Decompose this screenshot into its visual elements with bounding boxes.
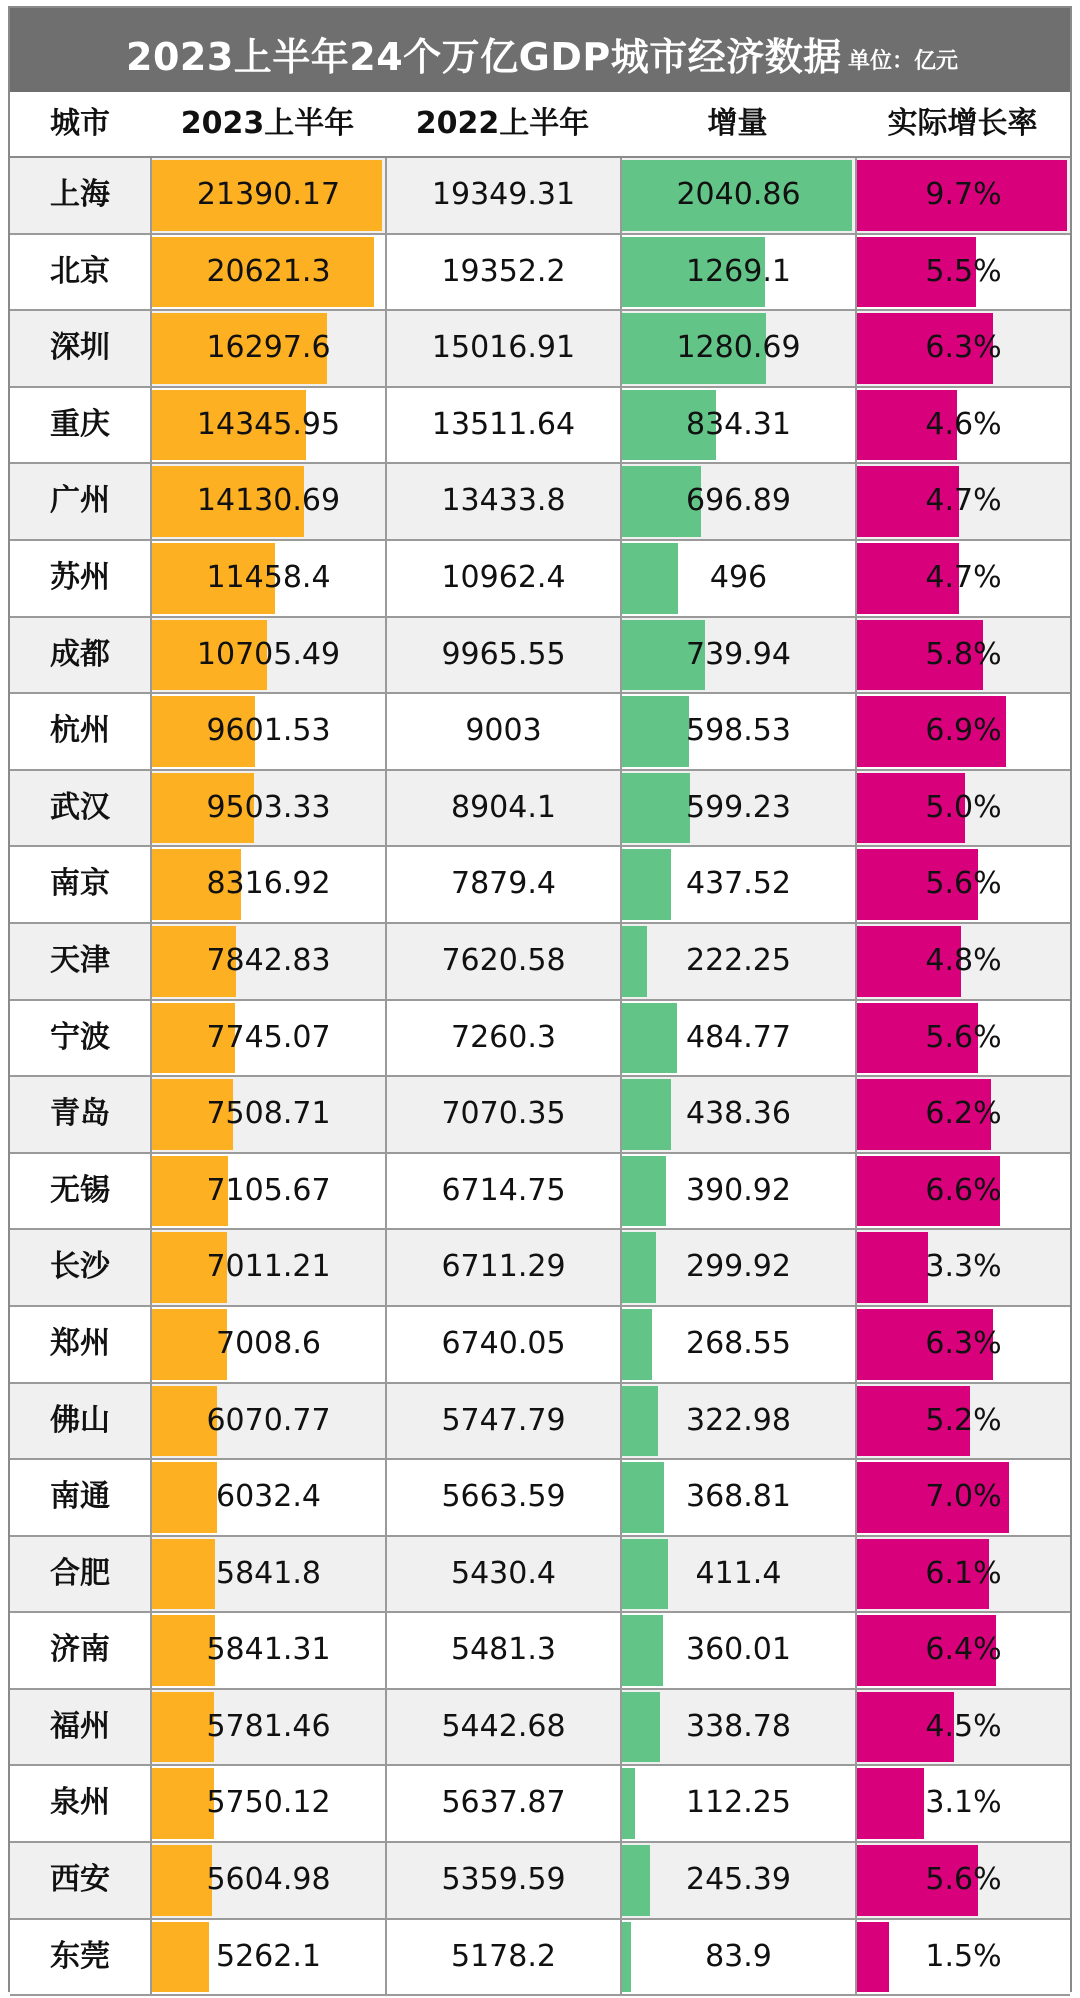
- gdp-2023-cell-value: 5604.98: [206, 1862, 331, 1898]
- gdp-2023-cell-value: 10705.49: [196, 636, 341, 672]
- table-row: [10, 1307, 1070, 1384]
- gdp-2022-cell: [385, 1077, 620, 1152]
- gdp-2023-cell-value: 7508.71: [206, 1096, 331, 1132]
- increase-cell: [620, 1230, 855, 1305]
- increase-cell: [620, 1920, 855, 1995]
- title-bar: [10, 8, 1070, 92]
- gdp-2022-cell: [385, 1537, 620, 1612]
- table-row: [10, 1384, 1070, 1461]
- table-row: [10, 1766, 1070, 1843]
- table-row: [10, 1920, 1070, 1997]
- increase-cell-value: 299.92: [686, 1249, 791, 1285]
- gdp-2022-cell-value: 5430.4: [451, 1555, 556, 1591]
- growth-rate-cell-value: 6.3%: [925, 330, 1002, 366]
- gdp-2022-cell: [385, 618, 620, 693]
- gdp-2022-cell-value: 5663.59: [441, 1479, 566, 1515]
- increase-cell: [620, 158, 855, 233]
- gdp-2022-cell-value: 5442.68: [441, 1708, 566, 1744]
- table-body: [10, 158, 1070, 1996]
- growth-rate-cell-value: 5.6%: [925, 1862, 1002, 1898]
- city-name: 杭州: [50, 713, 110, 749]
- growth-rate-cell-value: 3.3%: [925, 1249, 1002, 1285]
- gdp-2023-cell-value: 5781.46: [206, 1708, 331, 1744]
- growth-rate-cell-value: 1.5%: [925, 1938, 1002, 1974]
- gdp-2023-cell: [150, 1613, 385, 1688]
- city-name: 南京: [50, 866, 110, 902]
- increase-cell-value: 1269.1: [686, 253, 791, 289]
- table-row: [10, 694, 1070, 771]
- gdp-2022-cell-value: 6740.05: [441, 1325, 566, 1361]
- gdp-2022-cell-value: 13511.64: [431, 406, 576, 442]
- gdp-2022-cell: [385, 464, 620, 539]
- gdp-2023-cell-value: 16297.6: [206, 330, 331, 366]
- growth-rate-cell: [855, 1537, 1070, 1612]
- gdp-2022-cell-value: 5637.87: [441, 1785, 566, 1821]
- increase-cell-value: 83.9: [705, 1938, 772, 1974]
- growth-rate-cell-value: 6.4%: [925, 1632, 1002, 1668]
- gdp-2023-cell: [150, 1766, 385, 1841]
- city-name: 武汉: [50, 789, 110, 825]
- city-name: 苏州: [50, 559, 110, 595]
- gdp-2022-cell: [385, 1460, 620, 1535]
- increase-cell: [620, 1766, 855, 1841]
- gdp-2022-cell-value: 7620.58: [441, 942, 566, 978]
- growth-rate-cell-value: 5.6%: [925, 1019, 1002, 1055]
- growth-rate-cell: [855, 464, 1070, 539]
- gdp-2023-cell: [150, 1384, 385, 1459]
- gdp-2022-cell-value: 5359.59: [441, 1862, 566, 1898]
- gdp-2022-cell: [385, 1384, 620, 1459]
- growth-rate-cell-value: 5.0%: [925, 789, 1002, 825]
- gdp-2023-cell-value: 9503.33: [206, 789, 331, 825]
- increase-cell: [620, 541, 855, 616]
- increase-cell: [620, 1384, 855, 1459]
- gdp-2023-cell: [150, 388, 385, 463]
- increase-cell-value: 437.52: [686, 866, 791, 902]
- growth-rate-cell-value: 5.8%: [925, 636, 1002, 672]
- increase-cell: [620, 1001, 855, 1076]
- growth-rate-cell: [855, 158, 1070, 233]
- increase-cell-value: 222.25: [686, 942, 791, 978]
- gdp-2023-cell: [150, 1230, 385, 1305]
- gdp-2022-cell: [385, 1001, 620, 1076]
- gdp-2023-cell-value: 8316.92: [206, 866, 331, 902]
- gdp-2022-cell-value: 6711.29: [441, 1249, 566, 1285]
- increase-cell: [620, 388, 855, 463]
- gdp-2023-cell: [150, 694, 385, 769]
- gdp-2022-cell-value: 5481.3: [451, 1632, 556, 1668]
- gdp-2023-cell-value: 11458.4: [206, 559, 331, 595]
- header-gdp-2023: 2023上半年: [180, 106, 355, 141]
- gdp-2023-cell: [150, 464, 385, 539]
- table-header: [10, 92, 1070, 158]
- increase-cell-value: 360.01: [686, 1632, 791, 1668]
- table-row: [10, 388, 1070, 465]
- increase-cell-value: 390.92: [686, 1172, 791, 1208]
- gdp-2023-cell: [150, 1460, 385, 1535]
- city-name: 北京: [50, 253, 110, 289]
- city-name: 长沙: [50, 1249, 110, 1285]
- gdp-2023-cell-value: 6070.77: [206, 1402, 331, 1438]
- increase-cell: [620, 1077, 855, 1152]
- increase-cell-value: 268.55: [686, 1325, 791, 1361]
- gdp-2023-cell-value: 5841.8: [216, 1555, 321, 1591]
- increase-cell-value: 245.39: [686, 1862, 791, 1898]
- table-row: [10, 1077, 1070, 1154]
- gdp-2022-cell: [385, 1154, 620, 1229]
- gdp-2022-cell-value: 7260.3: [451, 1019, 556, 1055]
- gdp-2023-cell: [150, 1537, 385, 1612]
- growth-rate-cell-value: 5.2%: [925, 1402, 1002, 1438]
- increase-cell-value: 696.89: [686, 483, 791, 519]
- city-name: 济南: [50, 1632, 110, 1668]
- table-row: [10, 1613, 1070, 1690]
- growth-rate-cell: [855, 311, 1070, 386]
- growth-rate-cell: [855, 388, 1070, 463]
- gdp-2022-cell: [385, 1766, 620, 1841]
- gdp-2022-cell: [385, 541, 620, 616]
- growth-rate-cell: [855, 1460, 1070, 1535]
- gdp-2023-cell-value: 7105.67: [206, 1172, 331, 1208]
- table-row: [10, 1537, 1070, 1614]
- gdp-2023-cell-value: 7842.83: [206, 942, 331, 978]
- table-row: [10, 618, 1070, 695]
- gdp-2023-cell: [150, 847, 385, 922]
- city-name: 佛山: [50, 1402, 110, 1438]
- growth-rate-cell-value: 6.6%: [925, 1172, 1002, 1208]
- gdp-2022-cell-value: 5178.2: [451, 1938, 556, 1974]
- gdp-2022-cell-value: 19349.31: [431, 177, 576, 212]
- growth-rate-cell: [855, 1766, 1070, 1841]
- table-frame: [8, 6, 1072, 1992]
- growth-rate-cell: [855, 847, 1070, 922]
- gdp-2022-cell-value: 9003: [465, 713, 542, 749]
- increase-cell-value: 411.4: [695, 1555, 782, 1591]
- increase-cell: [620, 618, 855, 693]
- increase-cell: [620, 1307, 855, 1382]
- growth-rate-cell-value: 4.5%: [925, 1708, 1002, 1744]
- increase-cell-value: 599.23: [686, 789, 791, 825]
- growth-rate-cell: [855, 235, 1070, 310]
- growth-rate-cell-value: 9.7%: [925, 177, 1002, 212]
- city-name: 深圳: [50, 330, 110, 366]
- growth-rate-cell: [855, 1690, 1070, 1765]
- increase-cell-value: 739.94: [686, 636, 791, 672]
- gdp-2022-cell: [385, 694, 620, 769]
- growth-rate-cell: [855, 541, 1070, 616]
- table-row: [10, 464, 1070, 541]
- unit-label: 单位：亿元: [848, 49, 959, 74]
- gdp-2023-cell: [150, 1920, 385, 1995]
- city-name: 成都: [50, 636, 110, 672]
- gdp-2023-cell-value: 5841.31: [206, 1632, 331, 1668]
- gdp-2022-cell: [385, 1843, 620, 1918]
- gdp-2022-cell: [385, 1690, 620, 1765]
- gdp-2023-cell: [150, 1843, 385, 1918]
- gdp-2022-cell: [385, 847, 620, 922]
- growth-rate-cell-value: 4.8%: [925, 942, 1002, 978]
- growth-rate-cell-value: 6.1%: [925, 1555, 1002, 1591]
- gdp-2023-cell: [150, 541, 385, 616]
- table-row: [10, 158, 1070, 235]
- increase-cell-value: 598.53: [686, 713, 791, 749]
- increase-cell-value: 368.81: [686, 1479, 791, 1515]
- growth-rate-cell: [855, 1230, 1070, 1305]
- gdp-2023-cell: [150, 311, 385, 386]
- city-name: 泉州: [50, 1785, 110, 1821]
- growth-rate-cell-value: 7.0%: [925, 1479, 1002, 1515]
- increase-cell: [620, 771, 855, 846]
- growth-rate-cell-value: 4.7%: [925, 559, 1002, 595]
- gdp-2023-cell-value: 7011.21: [206, 1249, 331, 1285]
- gdp-2023-cell-value: 9601.53: [206, 713, 331, 749]
- increase-cell: [620, 464, 855, 539]
- table-row: [10, 235, 1070, 312]
- increase-cell: [620, 847, 855, 922]
- increase-cell-value: 484.77: [686, 1019, 791, 1055]
- header-gdp-2022: 2022上半年: [415, 106, 590, 141]
- growth-rate-cell-value: 6.3%: [925, 1325, 1002, 1361]
- gdp-2022-cell-value: 15016.91: [431, 330, 576, 366]
- table-row: [10, 847, 1070, 924]
- growth-rate-cell-value: 4.7%: [925, 483, 1002, 519]
- city-name: 郑州: [50, 1325, 110, 1361]
- gdp-2022-cell: [385, 771, 620, 846]
- increase-cell-value: 834.31: [686, 406, 791, 442]
- increase-cell: [620, 924, 855, 999]
- growth-rate-cell-value: 6.9%: [925, 713, 1002, 749]
- increase-cell-value: 112.25: [686, 1785, 791, 1821]
- table-row: [10, 1230, 1070, 1307]
- increase-cell: [620, 1460, 855, 1535]
- growth-rate-cell: [855, 618, 1070, 693]
- growth-rate-cell-value: 4.6%: [925, 406, 1002, 442]
- city-name: 东莞: [50, 1938, 110, 1974]
- growth-rate-cell: [855, 1077, 1070, 1152]
- gdp-2022-cell: [385, 1230, 620, 1305]
- table-row: [10, 771, 1070, 848]
- gdp-2023-cell-value: 20621.3: [206, 253, 331, 289]
- gdp-2022-cell: [385, 1613, 620, 1688]
- gdp-2022-cell: [385, 388, 620, 463]
- city-name: 南通: [50, 1479, 110, 1515]
- table-row: [10, 1690, 1070, 1767]
- gdp-2023-cell-value: 21390.17: [196, 177, 341, 212]
- gdp-2023-cell: [150, 235, 385, 310]
- gdp-2022-cell-value: 10962.4: [441, 559, 566, 595]
- city-name: 福州: [50, 1708, 110, 1744]
- table-row: [10, 1001, 1070, 1078]
- gdp-2023-cell: [150, 1001, 385, 1076]
- increase-cell: [620, 311, 855, 386]
- city-name: 无锡: [50, 1172, 110, 1208]
- city-name: 西安: [50, 1862, 110, 1898]
- gdp-2022-cell-value: 8904.1: [451, 789, 556, 825]
- growth-rate-cell-value: 3.1%: [925, 1785, 1002, 1821]
- increase-cell: [620, 1154, 855, 1229]
- city-name: 青岛: [50, 1096, 110, 1132]
- growth-rate-cell: [855, 1920, 1070, 1995]
- table-row: [10, 1154, 1070, 1231]
- gdp-2023-cell-value: 7745.07: [206, 1019, 331, 1055]
- gdp-2022-cell: [385, 1307, 620, 1382]
- gdp-2023-cell: [150, 1077, 385, 1152]
- gdp-2022-cell: [385, 1920, 620, 1995]
- growth-rate-cell: [855, 1613, 1070, 1688]
- growth-rate-cell: [855, 1154, 1070, 1229]
- gdp-2022-cell: [385, 311, 620, 386]
- gdp-2022-cell: [385, 158, 620, 233]
- increase-cell-value: 1280.69: [676, 330, 801, 366]
- growth-rate-cell-value: 5.6%: [925, 866, 1002, 902]
- gdp-2023-cell: [150, 1690, 385, 1765]
- increase-cell: [620, 1843, 855, 1918]
- growth-rate-cell: [855, 1001, 1070, 1076]
- gdp-2023-cell: [150, 1154, 385, 1229]
- growth-rate-cell: [855, 1384, 1070, 1459]
- chart-title: 2023上半年24个万亿GDP城市经济数据: [126, 35, 842, 79]
- increase-cell-value: 2040.86: [676, 177, 801, 212]
- table-row: [10, 311, 1070, 388]
- growth-rate-cell-value: 5.5%: [925, 253, 1002, 289]
- gdp-2023-cell: [150, 1307, 385, 1382]
- header-city: 城市: [50, 106, 110, 141]
- increase-cell: [620, 1613, 855, 1688]
- table-row: [10, 1460, 1070, 1537]
- gdp-2023-cell-value: 6032.4: [216, 1479, 321, 1515]
- gdp-2022-cell-value: 13433.8: [441, 483, 566, 519]
- increase-cell: [620, 235, 855, 310]
- growth-rate-cell: [855, 924, 1070, 999]
- header-growth-rate: 实际增长率: [887, 106, 1038, 141]
- table-row: [10, 924, 1070, 1001]
- growth-rate-cell: [855, 1307, 1070, 1382]
- city-name: 重庆: [50, 406, 110, 442]
- gdp-2022-cell-value: 7070.35: [441, 1096, 566, 1132]
- growth-rate-cell: [855, 1843, 1070, 1918]
- gdp-2023-cell: [150, 924, 385, 999]
- gdp-2022-cell-value: 5747.79: [441, 1402, 566, 1438]
- gdp-2022-cell: [385, 924, 620, 999]
- header-increase: 增量: [707, 106, 768, 141]
- increase-cell-value: 496: [709, 559, 768, 595]
- increase-cell-value: 438.36: [686, 1096, 791, 1132]
- growth-rate-cell: [855, 694, 1070, 769]
- gdp-2022-cell-value: 19352.2: [441, 253, 566, 289]
- gdp-2023-cell-value: 7008.6: [216, 1325, 321, 1361]
- increase-cell: [620, 694, 855, 769]
- city-name: 宁波: [50, 1019, 110, 1055]
- gdp-2023-cell-value: 5750.12: [206, 1785, 331, 1821]
- gdp-2022-cell-value: 7879.4: [451, 866, 556, 902]
- table-row: [10, 1843, 1070, 1920]
- increase-cell: [620, 1537, 855, 1612]
- gdp-2022-cell-value: 6714.75: [441, 1172, 566, 1208]
- gdp-2022-cell-value: 9965.55: [441, 636, 566, 672]
- increase-cell-value: 322.98: [686, 1402, 791, 1438]
- gdp-2023-cell: [150, 618, 385, 693]
- table-row: [10, 541, 1070, 618]
- gdp-2023-cell-value: 14130.69: [196, 483, 341, 519]
- gdp-2023-cell-value: 14345.95: [196, 406, 341, 442]
- growth-rate-cell: [855, 771, 1070, 846]
- increase-cell-value: 338.78: [686, 1708, 791, 1744]
- gdp-2022-cell: [385, 235, 620, 310]
- gdp-2023-cell-value: 5262.1: [216, 1938, 321, 1974]
- growth-rate-cell-value: 6.2%: [925, 1096, 1002, 1132]
- gdp-2023-cell: [150, 158, 385, 233]
- gdp-2023-cell: [150, 771, 385, 846]
- increase-cell: [620, 1690, 855, 1765]
- city-name: 广州: [50, 483, 110, 519]
- city-name: 上海: [50, 177, 110, 212]
- city-name: 天津: [50, 942, 110, 978]
- city-name: 合肥: [50, 1555, 110, 1591]
